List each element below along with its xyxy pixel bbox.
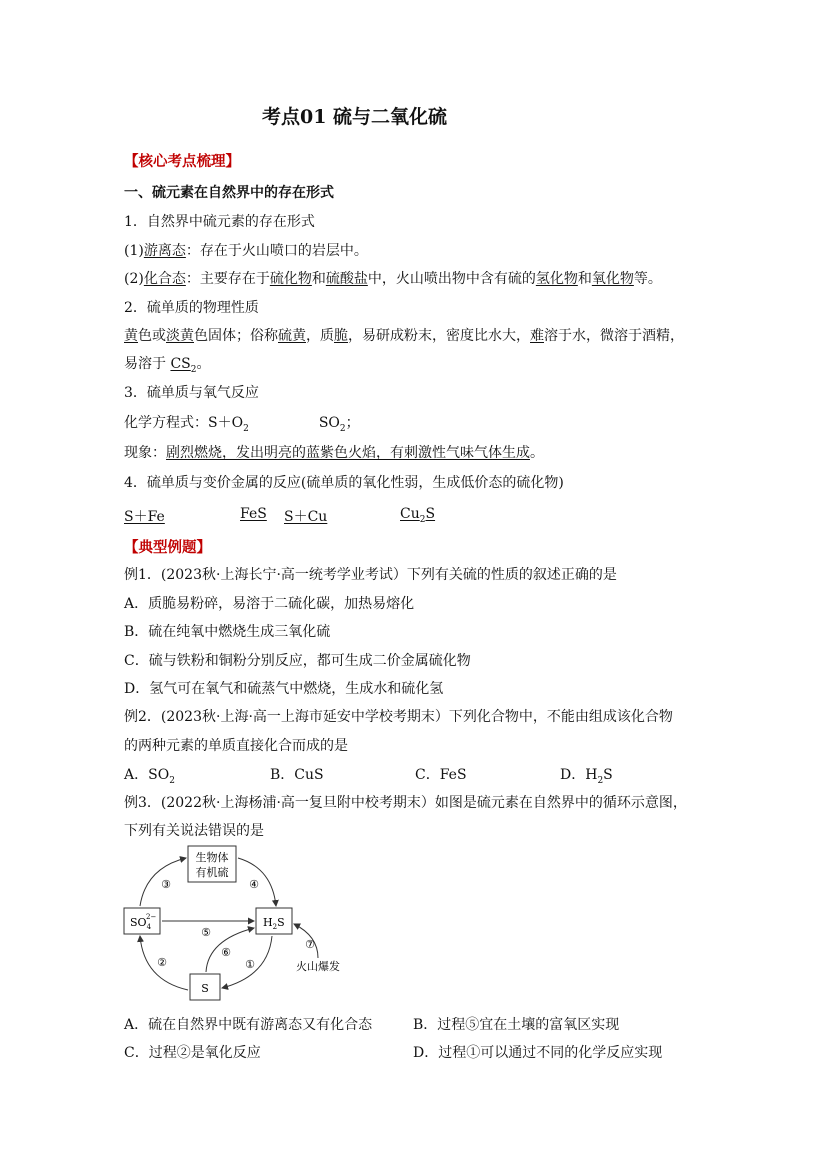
- label-2: ②: [157, 956, 167, 969]
- point-4: 4．硫单质与变价金属的反应(硫单质的氧化性弱，生成低价态的硫化物): [124, 475, 564, 491]
- point-3-equation: 化学方程式：$S+O_2$ $SO_2$；: [124, 415, 360, 434]
- heading-1: 一、硫元素在自然界中的存在形式: [124, 185, 334, 201]
- example-3-option-d: D．过程①可以通过不同的化学反应实现: [413, 1045, 663, 1061]
- example-1-stem: 例1．(2023秋·上海长宁·高一统考学业考试）下列有关硫的性质的叙述正确的是: [124, 567, 617, 583]
- example-2-option-c: C．FeS: [415, 767, 467, 783]
- example-3-stem-line-2: 下列有关说法错误的是: [124, 823, 264, 839]
- example-3-option-c: C．过程②是氧化反应: [124, 1045, 261, 1061]
- point-3: 3．硫单质与氧气反应: [124, 385, 259, 401]
- label-3: ③: [161, 878, 171, 891]
- example-2-option-d: D．$H_2S$: [560, 767, 613, 786]
- point-2-line-2: 易溶于 $CS_2$。: [124, 356, 211, 375]
- example-1-option-a: A．质脆易粉碎，易溶于二硫化碳，加热易熔化: [124, 596, 415, 612]
- box-h2s-label: $H_2S$: [263, 916, 285, 931]
- box-organic-label-1: 生物体: [195, 851, 229, 864]
- example-2-stem-line-2: 的两种元素的单质直接化合而成的是: [124, 738, 348, 754]
- sulfur-cycle-diagram: [122, 840, 342, 1002]
- point-4-eq-fe-right: FeS: [240, 506, 267, 522]
- volcano-label: 火山爆发: [296, 960, 340, 973]
- label-1: ①: [245, 958, 255, 971]
- point-1-1: (1)游离态：存在于火山喷口的岩层中。: [124, 243, 368, 259]
- label-4: ④: [249, 878, 259, 891]
- example-1-option-b: B．硫在纯氧中燃烧生成三氧化硫: [124, 624, 331, 640]
- section-examples-heading: 【典型例题】: [124, 539, 211, 556]
- example-3-option-a: A．硫在自然界中既有游离态又有化合态: [124, 1017, 373, 1033]
- example-2-option-b: B．CuS: [270, 767, 324, 783]
- point-2-line-1: 黄色或淡黄色固体；俗称硫黄，质脆，易研成粉末，密度比水大，难溶于水，微溶于酒精，: [124, 328, 684, 344]
- point-4-eq-cu-left: S＋Cu: [284, 509, 328, 525]
- point-2: 2．硫单质的物理性质: [124, 300, 259, 316]
- example-3-stem-line-1: 例3．(2022秋·上海杨浦·高一复旦附中校考期末）如图是硫元素在自然界中的循环示意图，: [124, 795, 687, 811]
- box-organic-label-2: 有机硫: [195, 866, 229, 879]
- box-sulfur-label: S: [201, 982, 209, 995]
- example-1-option-c: C．硫与铁粉和铜粉分别反应，都可生成二价金属硫化物: [124, 653, 471, 669]
- example-2-stem-line-1: 例2．(2023秋·上海·高一上海市延安中学校考期末）下列化合物中，不能由组成该化合物: [124, 709, 673, 725]
- label-5: ⑤: [201, 926, 211, 939]
- point-4-eq-cu-right: $Cu_2S$: [400, 506, 436, 525]
- point-4-eq-fe-left: S＋Fe: [124, 509, 165, 525]
- example-2-option-a: A．$SO_2$: [124, 767, 175, 786]
- example-3-option-b: B．过程⑤宜在土壤的富氧区实现: [413, 1017, 620, 1033]
- label-7: ⑦: [305, 938, 315, 951]
- box-sulfate-label: $SO_42-$: [130, 913, 157, 931]
- label-6: ⑥: [221, 946, 231, 959]
- point-1: 1．自然界中硫元素的存在形式: [124, 214, 315, 230]
- section-core-heading: 【核心考点梳理】: [124, 153, 240, 170]
- point-3-phenomenon: 现象：剧烈燃烧，发出明亮的蓝紫色火焰，有刺激性气味气体生成。: [124, 445, 544, 461]
- point-1-2: (2)化合态：主要存在于硫化物和硫酸盐中，火山喷出物中含有硫的氢化物和氧化物等。: [124, 271, 662, 287]
- page-title: 考点01 硫与二氧化硫: [262, 106, 448, 128]
- example-1-option-d: D．氢气可在氧气和硫蒸气中燃烧，生成水和硫化氢: [124, 681, 444, 697]
